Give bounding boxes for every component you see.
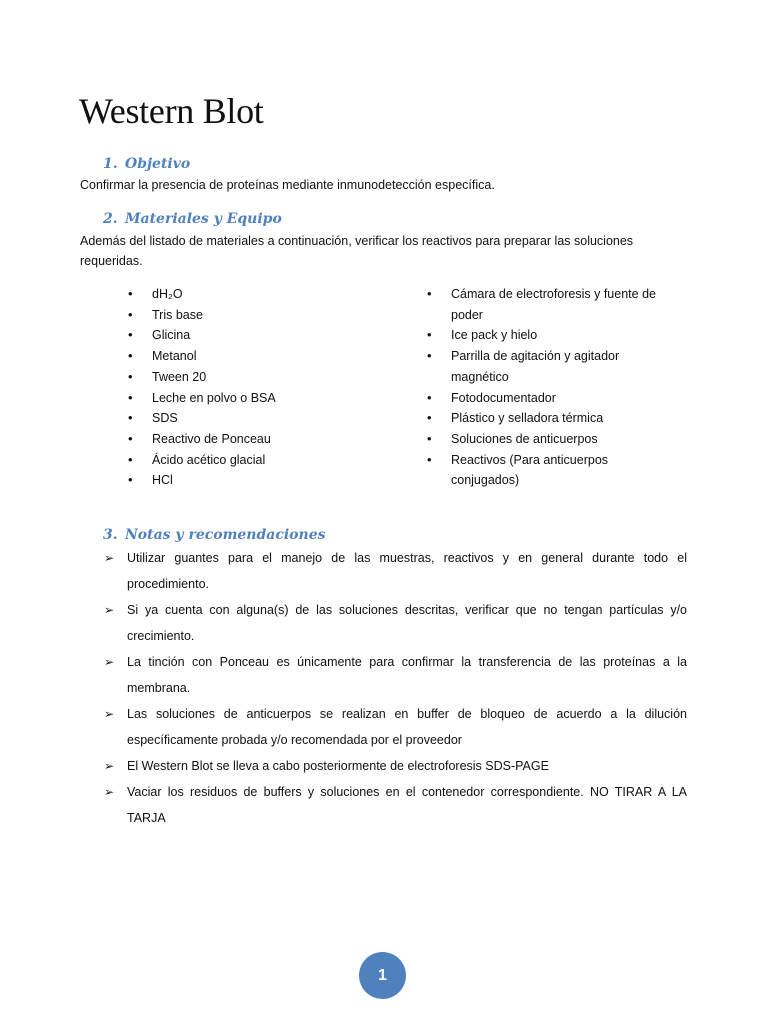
section-title: Objetivo [125,156,191,172]
section-heading-materiales [103,211,282,227]
list-item: • Parrilla de agitación y agitador magnético [427,346,677,387]
section-number: 3. [103,527,118,543]
note-item: ➢ El Western Blot se lleva a cabo posteriormente de electroforesis SDS-PAGE [104,753,687,779]
notes-list [104,545,687,831]
list-item: • dH₂O [128,284,388,305]
section-heading-notas [103,527,326,543]
section-heading-objetivo [103,156,190,172]
list-item: • Plástico y selladora térmica [427,408,677,429]
list-item: • Leche en polvo o BSA [128,388,388,409]
list-item: • Reactivos (Para anticuerpos conjugados) [427,450,677,491]
list-item: • SDS [128,408,388,429]
list-item: • Reactivo de Ponceau [128,429,388,450]
note-item: ➢ La tinción con Ponceau es únicamente para confirmar la transferencia de las proteínas a la membrana. [104,649,687,701]
list-item: • Soluciones de anticuerpos [427,429,677,450]
materials-list-right [427,284,677,491]
note-item: ➢ Vaciar los residuos de buffers y soluciones en el contenedor correspondiente. NO TIRAR A LA TARJA [104,779,687,831]
page-number-badge: 1 [359,952,406,999]
note-item: ➢ Las soluciones de anticuerpos se realizan en buffer de bloqueo de acuerdo a la dilución específicamente probada y/o recomendada por el proveedor [104,701,687,753]
section-number: 2. [103,211,118,227]
materials-list-left [128,284,388,491]
list-item: • Ice pack y hielo [427,325,677,346]
section-title: Notas y recomendaciones [125,527,326,543]
materiales-intro-text: Además del listado de materiales a continuación, verificar los reactivos para preparar las soluciones requeridas. [80,234,634,268]
note-item: ➢ Si ya cuenta con alguna(s) de las soluciones descritas, verificar que no tengan partículas y/o crecimiento. [104,597,687,649]
list-item: • Glicina [128,325,388,346]
note-item: ➢ Utilizar guantes para el manejo de las muestras, reactivos y en general durante todo el procedimiento. [104,545,687,597]
list-item: • Metanol [128,346,388,367]
list-item: • Ácido acético glacial [128,450,388,471]
objetivo-text: Confirmar la presencia de proteínas mediante inmunodetección específica. [80,178,495,192]
list-item: • HCl [128,470,388,491]
list-item: • Tween 20 [128,367,388,388]
document-title: Western Blot [79,91,264,131]
list-item: • Fotodocumentador [427,388,677,409]
section-title: Materiales y Equipo [125,211,282,227]
list-item: • Cámara de electroforesis y fuente de poder [427,284,677,325]
list-item: • Tris base [128,305,388,326]
section-number: 1. [103,156,118,172]
